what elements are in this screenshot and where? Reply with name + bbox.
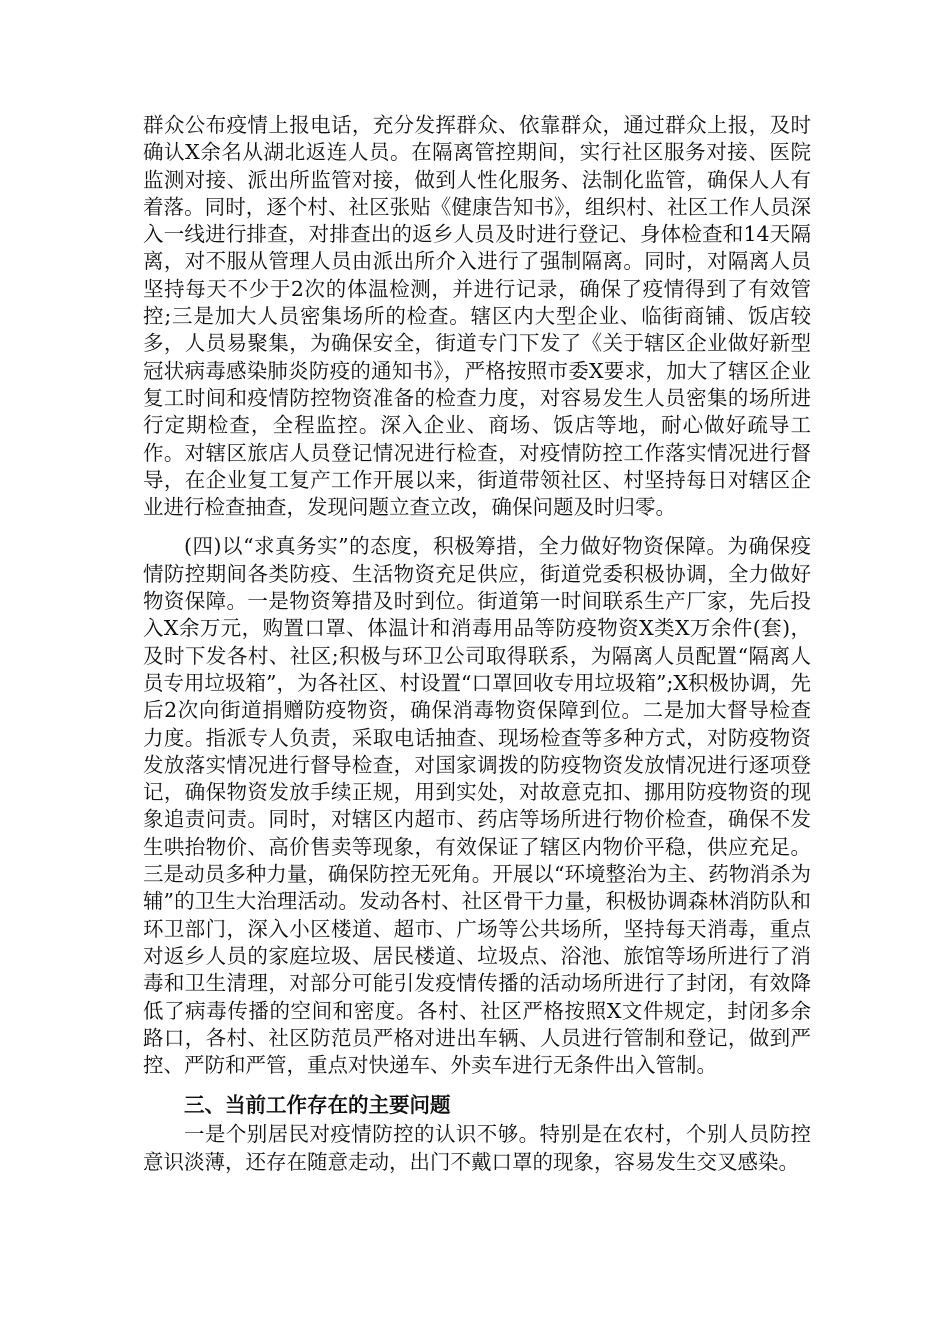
- document-page: [143, 112, 811, 1176]
- paragraph-gap: [143, 521, 811, 533]
- paragraph-continuation: 群众公布疫情上报电话，充分发挥群众、依靠群众，通过群众上报，及时确认X余名从湖北返连人员。在隔离管控期间，实行社区服务对接、医院监测对接、派出所监管对接，做到人性化服务、法制化监管，确保人人有着落。同时，逐个村、社区张贴《健康告知书》，组织村、社区工作人员深入一线进行排查，对排查出的返乡人员及时进行登记、身体检查和14天隔离，对不服从管理人员由派出所介入进行了强制隔离。同时，对隔离人员坚持每天不少于2次的体温检测，并进行记录，确保了疫情得到了有效管控;三是加大人员密集场所的检查。辖区内大型企业、临街商铺、饭店较多，人员易聚集，为确保安全，街道专门下发了《关于辖区企业做好新型冠状病毒感染肺炎防疫的通知书》，严格按照市委X要求，加大了辖区企业复工时间和疫情防控物资准备的检查力度，对容易发生人员密集的场所进行定期检查，全程监控。深入企业、商场、饭店等地，耐心做好疏导工作。对辖区旅店人员登记情况进行检查，对疫情防控工作落实情况进行督导，在企业复工复产工作开展以来，街道带领社区、村坚持每日对辖区企业进行检查抽查，发现问题立查立改，确保问题及时归零。: [143, 113, 811, 520]
- paragraph-material-support: (四)以“求真务实”的态度，积极筹措，全力做好物资保障。为确保疫情防控期间各类防疫、生活物资充足供应，街道党委积极协调，全力做好物资保障。一是物资筹措及时到位。街道第一时间联系生产厂家，先后投入X余万元，购置口罩、体温计和消毒用品等防疫物资X类X万余件(套)，及时下发各村、社区;积极与环卫公司取得联系，为隔离人员配置“隔离人员专用垃圾箱”，为各社区、村设置“口罩回收专用垃圾箱”;X积极协调，先后2次向街道捐赠防疫物资，确保消毒物资保障到位。二是加大督导检查力度。指派专人负责，采取电话抽查、现场检查等多种方式，对防疫物资发放落实情况进行督导检查，对国家调拨的防疫物资发放情况进行逐项登记，确保物资发放手续正规，用到实处，对故意克扣、挪用防疫物资的现象追责问责。同时，对辖区内超市、药店等场所进行物价检查，确保不发生哄抬物价、高价售卖等现象，有效保证了辖区内物价平稳，供应充足。三是动员多种力量，确保防控无死角。开展以“环境整治为主、药物消杀为辅”的卫生大治理活动。发动各村、社区骨干力量，积极协调森林消防队和环卫部门，深入小区楼道、超市、广场等公共场所，坚持每天消毒，重点对返乡人员的家庭垃圾、居民楼道、垃圾点、浴池、旅馆等场所进行了消毒和卫生清理，对部分可能引发疫情传播的活动场所进行了封闭，有效降低了病毒传播的空间和密度。各村、社区严格按照X文件规定，封闭多余路口，各村、社区防范员严格对进出车辆、人员进行管制和登记，做到严控、严防和严管，重点对快递车、外卖车进行无条件出入管制。: [143, 534, 811, 1078]
- section-heading: 三、当前工作存在的主要问题: [184, 1093, 451, 1118]
- paragraph-main-problems: 一是个别居民对疫情防控的认识不够。特别是在农村，个别人员防控意识淡薄，还存在随意走动，出门不戴口罩的现象，容易发生交叉感染。: [143, 1122, 811, 1174]
